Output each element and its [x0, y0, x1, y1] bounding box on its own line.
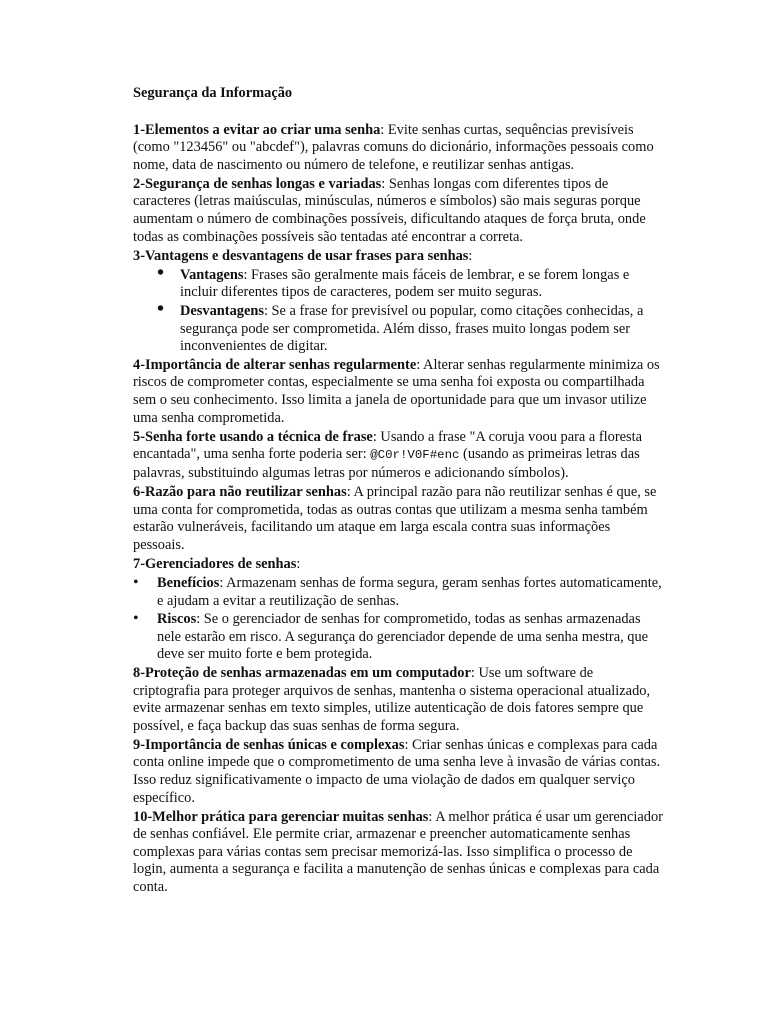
section-8: [133, 665, 663, 735]
list-item: [133, 575, 663, 610]
section-5: [133, 429, 663, 483]
section-text: :: [296, 555, 301, 572]
section-text: : Evite senhas curtas, sequências previsíveis (como "123456" ou "abcdef"), palavras comuns do dicionário, informações pessoais como nome, data de nascimento ou número de telefone, e reutilizar senhas antigas.: [133, 121, 654, 173]
section-heading: 1-Elementos a evitar ao criar uma senha: [133, 121, 381, 138]
list-item-text: : Se a frase for previsível ou popular, como citações conhecidas, a segurança pode ser comprometida. Além disso, frases muito longas podem ser inconvenientes de digitar.: [180, 303, 644, 355]
section-9: [133, 737, 663, 807]
section-10: [133, 809, 663, 897]
list-item: [133, 611, 663, 664]
section-3-list: [133, 267, 663, 356]
list-item: [133, 267, 663, 302]
section-1: [133, 122, 663, 175]
document-title: Segurança da Informação: [133, 85, 293, 101]
section-text: : Alterar senhas regularmente minimiza os riscos de comprometer contas, especialmente se uma senha foi exposta ou compartilhada sem o seu conhecimento. Isso limita a janela de oportunidade para que um invasor utilize uma senha comprometida.: [133, 356, 660, 426]
section-heading: 7-Gerenciadores de senhas: [133, 555, 297, 572]
section-3: [133, 248, 663, 266]
list-item-text: : Frases são geralmente mais fáceis de lembrar, e se forem longas e incluir diferentes tipos de caracteres, podem ser muito seguras.: [180, 266, 630, 301]
password-example: @C0r!V0F#enc: [370, 448, 460, 463]
list-item-heading: Riscos: [157, 611, 197, 628]
section-heading: 8-Proteção de senhas armazenadas em um computador: [133, 664, 471, 681]
section-heading: 10-Melhor prática para gerenciar muitas senhas: [133, 808, 429, 825]
section-heading: 3-Vantagens e desvantagens de usar frases para senhas: [133, 247, 469, 264]
section-heading: 4-Importância de alterar senhas regularmente: [133, 356, 417, 373]
section-text: (usando as primeiras letras das palavras, substituindo algumas letras por números e adicionando símbolos).: [133, 446, 640, 481]
section-heading: 9-Importância de senhas únicas e complexas: [133, 736, 405, 753]
list-item-heading: Vantagens: [180, 266, 244, 283]
section-7: [133, 556, 663, 574]
document-page: [133, 85, 663, 898]
section-4: [133, 357, 663, 427]
section-text: :: [468, 247, 473, 264]
section-heading: 2-Segurança de senhas longas e variadas: [133, 175, 382, 192]
list-item-heading: Desvantagens: [180, 303, 264, 320]
section-text: : Criar senhas únicas e complexas para cada conta online impede que o comprometimento de uma senha leve à invasão de várias contas. Isso reduz significativamente o impacto de uma violação de dados em qualquer serviço específico.: [133, 736, 661, 806]
list-item-heading: Benefícios: [157, 574, 220, 591]
section-text: : A melhor prática é usar um gerenciador de senhas confiável. Ele permite criar, armazenar e preencher automaticamente senhas complexas para várias contas sem precisar memorizá-las. Isso simplifica o processo de login, aumenta a segurança e facilita a manutenção de senhas únicas e complexas para cada conta.: [133, 808, 663, 896]
section-6: [133, 484, 663, 554]
section-7-list: [133, 575, 663, 664]
section-text: : Senhas longas com diferentes tipos de caracteres (letras maiúsculas, minúsculas, números e símbolos) são mais seguras porque aumentam o número de combinações possíveis, dificultando ataques de força bruta, onde todas as combinações possíveis são tentadas até encontrar a correta.: [133, 175, 646, 245]
section-heading: 6-Razão para não reutilizar senhas: [133, 483, 347, 500]
list-item-text: : Se o gerenciador de senhas for comprometido, todas as senhas armazenadas nele estarão em risco. A segurança do gerenciador depende de uma senha mestra, que deve ser muito forte e bem protegida.: [157, 611, 649, 663]
section-text: : A principal razão para não reutilizar senhas é que, se uma conta for comprometida, todas as outras contas que utilizam a mesma senha também estarão vulneráveis, facilitando um ataque em larga escala contra suas informações pessoais.: [133, 483, 657, 553]
section-2: [133, 176, 663, 246]
list-item: [133, 303, 663, 356]
section-heading: 5-Senha forte usando a técnica de frase: [133, 428, 373, 445]
section-text: : Usando a frase "A coruja voou para a floresta encantada", uma senha forte poderia ser:: [133, 428, 643, 463]
list-item-text: : Armazenam senhas de forma segura, geram senhas fortes automaticamente, e ajudam a evitar a reutilização de senhas.: [157, 574, 662, 609]
section-text: : Use um software de criptografia para proteger arquivos de senhas, mantenha o sistema operacional atualizado, evite armazenar senhas em texto simples, utilize autenticação de dois fatores sempre que possível, e faça backup das suas senhas de forma segura.: [133, 664, 651, 734]
